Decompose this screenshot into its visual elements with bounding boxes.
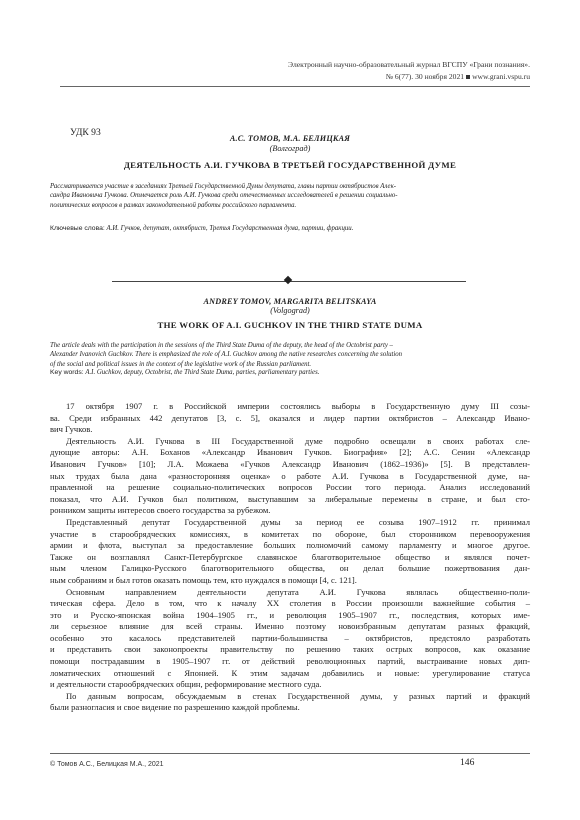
body-line: тическая сфера. Дело в том, что к началу XX столетия в России произошли важнейшие события – <box>50 598 530 609</box>
body-line: участие в старообрядческих комиссиях, в комитетах по обороне, был сторонником перевооружения <box>50 528 530 539</box>
body-line: 17 октября 1907 г. в Российской империи состоялись выборы в Государственную думу III созы- <box>66 401 530 411</box>
abstract-line: политических вопросов в рамках законодательной работы российского парламента. <box>50 201 297 209</box>
authors-ru: А.С. ТОМОВ, М.А. БЕЛИЦКАЯ <box>229 134 351 143</box>
body-line: показал, что А.И. Гучков был политиком, выступавшим за либеральные перемены в стране, и был сто- <box>50 493 530 504</box>
journal-name: Электронный научно-образовательный журнал ВГСПУ «Грани познания». <box>288 60 530 69</box>
keywords-ru <box>50 224 530 233</box>
paragraph-5 <box>50 691 530 714</box>
footer-rule <box>50 753 530 754</box>
header-rule <box>60 86 530 87</box>
body-line: дующие авторы: А.Н. Боханов «Александр Иванович Гучков. Биография» [2]; А.С. Сенин «Александр <box>50 447 530 458</box>
diamond-ornament-icon <box>284 276 292 284</box>
paragraph-2 <box>50 436 530 517</box>
body-line: были разногласия и свое видение по разрешению каждой проблемы. <box>50 702 300 713</box>
body-line: Также он возглавлял Санкт-Петербургское славянское благотворительное общество и являлся почет- <box>50 551 530 562</box>
keywords-value: A.I. Guchkov, deputy, Octobrist, the Third State Duma, parties, parliamentary parties. <box>85 369 320 376</box>
body-line: Представленный депутат Государственной думы за период ее созыва 1907–1912 гг. принимал <box>66 516 530 527</box>
keywords-en <box>50 368 530 377</box>
city-ru: (Волгоград) <box>269 144 311 153</box>
abstract-ru <box>50 182 530 210</box>
body-line: это и Русско-японская война 1904–1905 гг., и революция 1905–1907 гг., последствия, которых име- <box>50 609 530 620</box>
keywords-value: А.И. Гучков, депутат, октябрист, Третья Государственная дума, партии, фракции. <box>106 225 354 232</box>
paragraph-4 <box>50 587 530 691</box>
body-line: армии и флота, выступал за предоставление больших полномочий самому парламенту и многое другое. <box>50 540 530 551</box>
copyright-icon: © <box>50 761 56 768</box>
paragraph-1 <box>50 401 530 436</box>
copyright-text: Томов А.С., Белицкая М.А., 2021 <box>57 761 164 768</box>
udk-code: УДК 93 <box>70 127 101 138</box>
city-en: (Volgograd) <box>270 306 310 315</box>
body-line: ломатических отношений с Японией. К этим задачам добавились и новые: урегулирование статуса <box>50 667 530 678</box>
paragraph-3 <box>50 517 530 587</box>
body-line: ли серьезное влияние для всей страны. Именно поэтому новоизбранным депутатам разных фракций, <box>50 621 530 632</box>
body-line: вич Гучков. <box>50 424 93 435</box>
body-line: ным членом Галицко-Русского благотворительного общества, он делал большие пожертвования дан- <box>50 563 530 574</box>
title-ru: ДЕЯТЕЛЬНОСТЬ А.И. ГУЧКОВА В ТРЕТЬЕЙ ГОСУДАРСТВЕННОЙ ДУМЕ <box>123 160 457 170</box>
body-line: Деятельность А.И. Гучкова в III Государственной думе подробно освещали в своих работах сле- <box>66 435 530 446</box>
abstract-line: The article deals with the participation in the sessions of the Third State Duma of the deputy, the head of the Octobrist party – <box>50 342 393 349</box>
body-line: Иванович Гучков» [10]; Л.А. Можаева «Гучков Александр Иванович (1862–1936)» [5]. В представлен- <box>50 458 530 469</box>
keywords-label: Key words: <box>50 369 84 376</box>
abstract-line: Alexander Ivanovich Guchkov. There is emphasized the role of A.I. Guchkov among the native researches concerning the solution <box>50 351 403 359</box>
body-line: ным собраниям и был готов оказать помощь тем, кто нуждался в помощи [4, с. 121]. <box>50 574 357 585</box>
body-line: ва. Среди избранных 442 депутатов [3, с. 5], оказался и лидер партии октябристов – Александр Ивано- <box>50 412 530 423</box>
square-bullet-icon <box>466 75 470 79</box>
body-line: Основным направлением деятельности депутата А.И. Гучкова являлась общественно-поли- <box>66 586 530 597</box>
body-line: По данным вопросам, обсуждаемым в стенах Государственной думы, у разных партий и фракций <box>66 690 530 701</box>
issue-line <box>288 71 530 83</box>
journal-header <box>288 59 530 83</box>
issue-number: № 6(77). 30 ноября 2021 <box>385 72 465 81</box>
body-line: и представить свои законопроекты правительству по решению таких острых вопросов, как оказание <box>50 644 530 655</box>
copyright <box>50 761 164 768</box>
body-line: ронником защиты интересов своего государства за рубежом. <box>50 505 271 516</box>
journal-site: www.grani.vspu.ru <box>472 72 530 81</box>
body-line: ных трудах была дана «разносторонняя оценка» о работе А.И. Гучкова в Государственной думе, на- <box>50 470 530 481</box>
abstract-line: сандра Ивановича Гучкова. Отмечается роль А.И. Гучкова среди отечественных исследователей в решении социально- <box>50 192 398 200</box>
title-en: THE WORK OF A.I. GUCHKOV IN THE THIRD STATE DUMA <box>157 320 423 330</box>
body-line: помощи пострадавшим в 1905–1907 гг. от действий революционных партий, выстраивание новых дип- <box>50 656 530 667</box>
body-line: особенно это касалось представителей партии-большинства – октябристов, предстояло разработать <box>50 632 530 643</box>
keywords-label: Ключевые слова: <box>50 225 105 232</box>
abstract-line: Рассматривается участие в заседаниях Третьей Государственной Думы депутата, главы партии октябристов Алек- <box>50 183 397 190</box>
article-body <box>50 401 530 714</box>
abstract-line: of the social and political issues in the context of the legislative work of the Russian parliament. <box>50 360 312 368</box>
authors-en: ANDREY TOMOV, MARGARITA BELITSKAYA <box>203 297 377 306</box>
body-line: правленной на решение социально-политических вопросов России того периода. Анализ исследований <box>50 482 530 493</box>
abstract-en <box>50 341 530 369</box>
page-number: 146 <box>460 757 475 768</box>
body-line: и деятельности старообрядческих общин, реформирование местного суда. <box>50 679 322 690</box>
